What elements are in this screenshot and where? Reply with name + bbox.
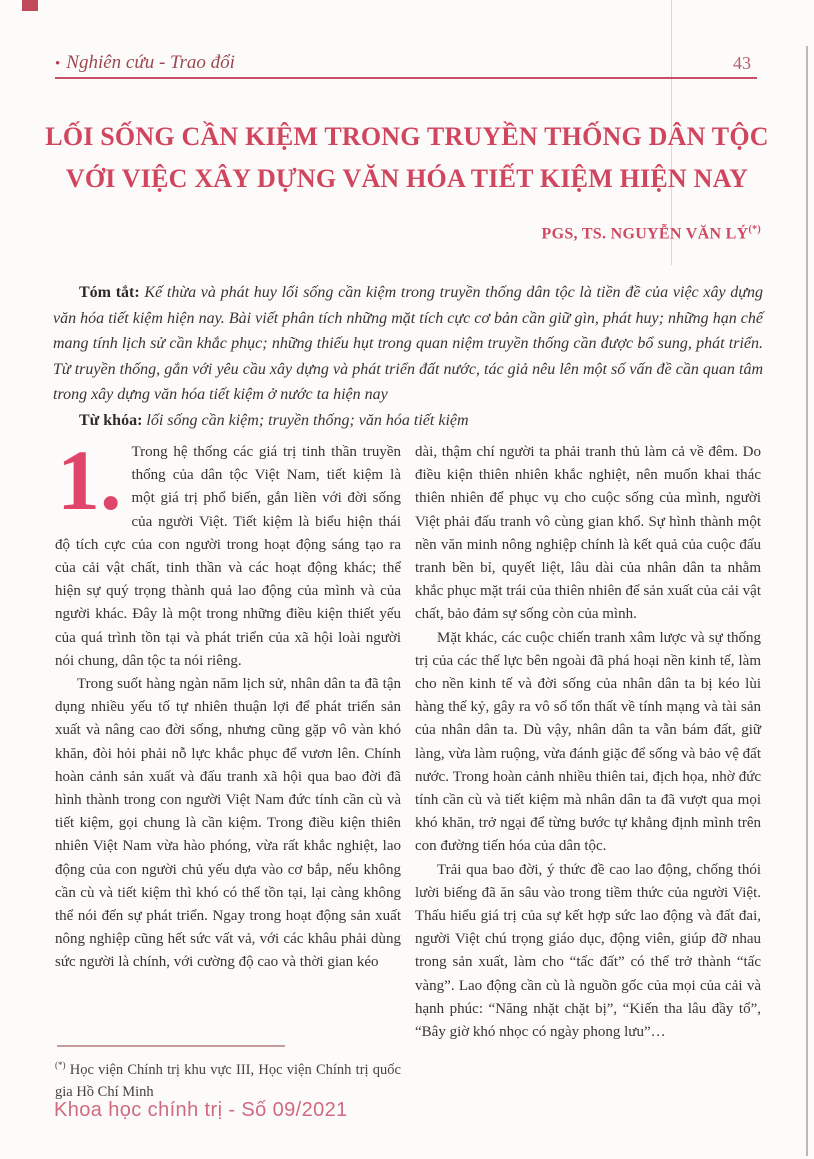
section-label-text: Nghiên cứu - Trao đổi [66,52,235,73]
author-note-marker: (*) [748,224,761,235]
journal-footer: Khoa học chính trị - Số 09/2021 [54,1099,348,1121]
section-label [55,52,235,74]
abstract-paragraph [53,280,763,408]
right-column [415,441,761,1103]
left-column [55,432,401,1103]
dropcap-numeral: 1. [57,432,122,528]
header-rule [55,77,757,79]
article-title-line1: LỐI SỐNG CẦN KIỆM TRONG TRUYỀN THỐNG DÂN TỘC [45,122,769,151]
body-paragraph-4: Mặt khác, các cuộc chiến tranh xâm lược và sự thống trị của các thế lực bên ngoài đã phá hoại nền kinh tế, làm cho nền kinh tế và đời sống của nhân dân ta bị kéo lùi hàng thế kỷ, gây ra vô số tổn thất về tính mạng và tài sản của nhân dân ta. Dù vậy, nhân dân ta vẫn bám đất, giữ làng, vừa làm ruộng, vừa đánh giặc để sống và bảo vệ đất nước. Trong hoàn cảnh nhiều thiên tai, địch họa, nhờ đức tính cần cù và tiết kiệm mà nhân dân ta đã vượt qua mọi khó khăn, trở ngại để từng bước tự khẳng định mình trên con đường tiến hóa của dân tộc. [415,629,761,855]
body-columns [55,432,761,1103]
footnote-rule [57,1045,285,1047]
footnote-text: Học viện Chính trị khu vực III, Học viện Chính trị quốc gia Hồ Chí Minh [55,1062,401,1100]
page-number: 43 [733,53,751,73]
abstract-text: Kế thừa và phát huy lối sống cần kiệm trong truyền thống dân tộc là tiền đề của việc xây dựng văn hóa tiết kiệm hiện nay. Bài viết phân tích những mặt tích cực cơ bản cần giữ gìn, phát huy; những hạn chế mang tính lịch sử cần khắc phục; những thiếu hụt trong quan niệm truyền thống cần được bổ sung, phát triển. Từ truyền thống, gắn với yêu cầu xây dựng và phát triển đất nước, tác giả nêu lên một số vấn đề cần quan tâm trong xây dựng văn hóa tiết kiệm ở nước ta hiện nay [53,284,764,403]
author-line [55,224,761,243]
article-title-line2: VỚI VIỆC XÂY DỰNG VĂN HÓA TIẾT KIỆM HIỆN NAY [65,164,749,193]
keywords-paragraph [53,408,763,434]
body-paragraph-1-text: Trong hệ thống các giá trị tinh thần truyền thống của dân tộc Việt Nam, tiết kiệm là một giá trị phổ biến, gắn liền với đời sống của người Việt. Tiết kiệm là biểu hiện thái độ tích cực của con người trong hoạt động sáng tạo ra của cải vật chất, tinh thần và các hoạt động khác; thể hiện sự quý trọng thành quả lao động của mình và của người khác. Đây là một trong những điều kiện thiết yếu của quá trình tồn tại và phát triển của xã hội loài người nói chung, dân tộc ta nói riêng. [55,444,401,669]
author-name: PGS, TS. NGUYỄN VĂN LÝ [541,225,749,243]
article-title [40,116,774,200]
abstract-block [53,280,763,433]
abstract-label: Tóm tắt: [79,284,140,301]
footnote-block [55,1045,401,1103]
keywords-text: lối sống cần kiệm; truyền thống; văn hóa tiết kiệm [142,411,469,429]
body-paragraph-5: Trải qua bao đời, ý thức đề cao lao động, chống thói lười biếng đã ăn sâu vào trong tiềm thức của người Việt. Thấu hiểu giá trị của sự kết hợp sức lao động và đất đai, người Việt chú trọng giáo dục, động viên, giúp đỡ nhau trong sản xuất, làm cho “tấc đất” có thể trở thành “tấc vàng”. Lao động cần cù là nguồn gốc của mọi của cải và hạnh phúc: “Năng nhặt chặt bị”, “Kiến tha lâu đầy tổ”, “Bây giờ khó nhọc có ngày phong lưu”… [415,861,761,1041]
scan-corner-mark [22,0,38,11]
body-paragraph-2: Trong suốt hàng ngàn năm lịch sử, nhân dân ta đã tận dụng nhiều yếu tố tự nhiên thuận lợi để phát triển sản xuất và nâng cao đời sống, nhưng cũng gặp vô vàn khó khăn, đòi hỏi phải nỗ lực khắc phục để vươn lên. Chính hoàn cảnh sản xuất và đấu tranh xã hội qua bao đời đã hình thành trong con người Việt Nam đức tính cần cù và tiết kiệm, gọi chung là cần kiệm. Trong điều kiện thiên nhiên Việt Nam vừa hào phóng, vừa rất khắc nghiệt, lao động của con người chủ yếu dựa vào cơ bắp, nếu không cần cù và tiết kiệm thì khó có thể tồn tại, lại càng không thể nói đến sự phát triển. Ngay trong hoạt động sản xuất nông nghiệp cũng hết sức vất vả, với các khâu phải dùng sức người là chính, với cường độ cao và thời gian kéo [55,676,401,971]
bullet-icon: • [55,56,61,72]
footnote-marker: (*) [55,1060,66,1071]
scan-page-edge-line [806,46,808,1156]
body-paragraph-3: dài, thậm chí người ta phải tranh thủ làm cả về đêm. Do điều kiện thiên nhiên khắc nghiệt, nên muốn khai thác thiên nhiên để phục vụ cho cuộc sống của mình, người Việt phải đấu tranh vô cùng gian khổ. Sự hình thành một nền văn minh nông nghiệp chính là kết quả của cuộc đấu tranh bền bỉ, quyết liệt, lâu dài của nhân dân ta nhằm khắc phục mặt trái của thiên nhiên để sản xuất của cải vật chất, bảo đảm sự sống còn của mình. [415,444,761,623]
page-header [55,52,757,74]
keywords-label: Từ khóa: [79,411,143,429]
body-paragraph-1 [55,432,401,673]
